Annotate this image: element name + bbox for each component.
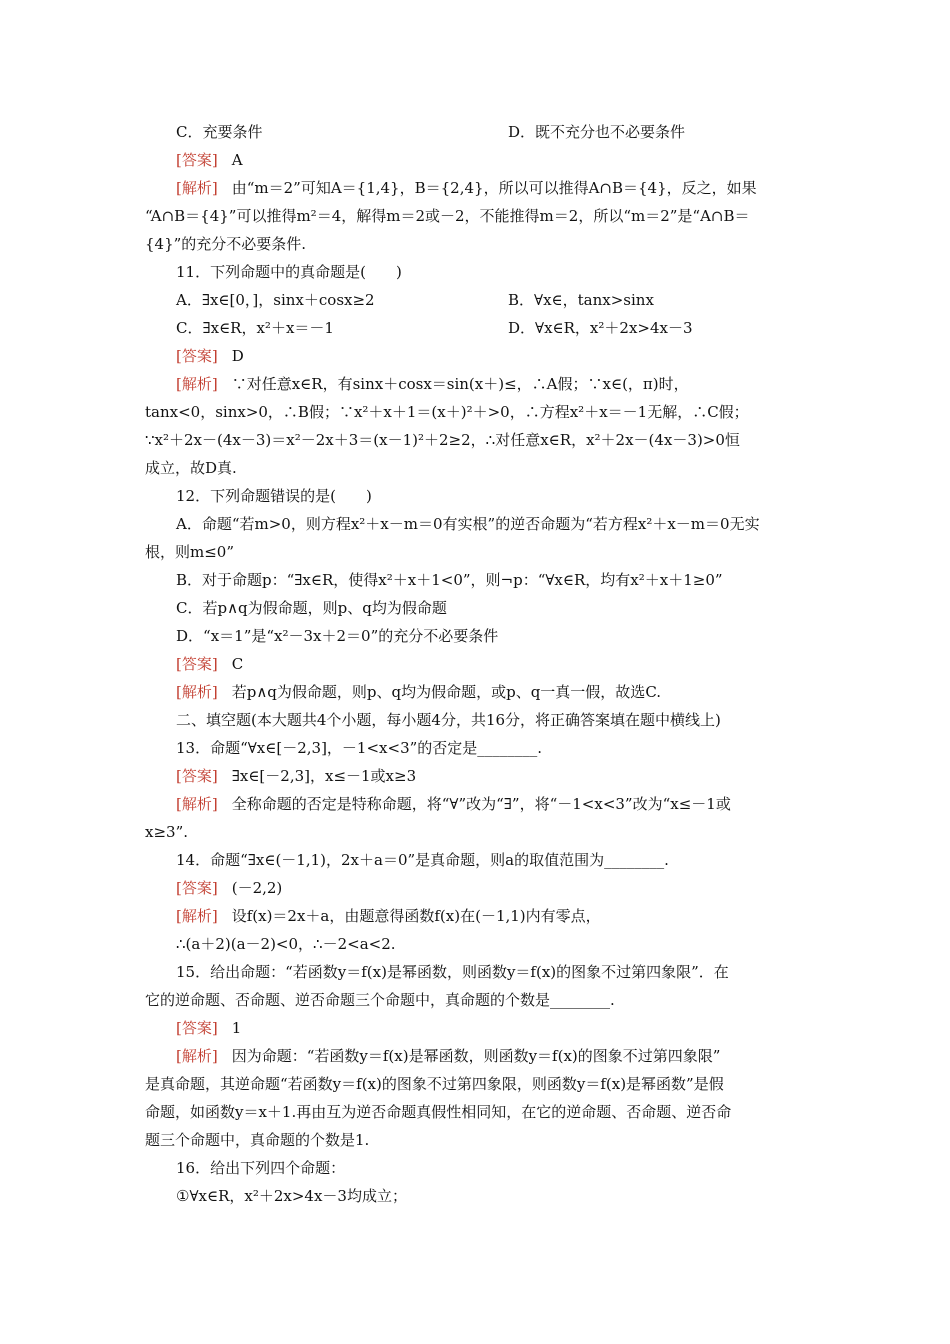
text-line (176, 1186, 836, 1206)
line-text: 16．给出下列四个命题： (176, 1159, 346, 1177)
text-line (176, 374, 836, 394)
line-text: ∵对任意x∈R，有sinx＋cosx＝sin(x＋)≤，∴A假；∵x∈(，π)时， (231, 375, 689, 393)
answer-tag: [解析] (176, 795, 218, 813)
answer-tag: [解析] (176, 179, 218, 197)
text-line (176, 318, 836, 338)
line-text: 15．给出命题：“若函数y＝f(x)是幂函数，则函数y＝f(x)的图象不过第四象限”．在 (176, 963, 729, 981)
line-text: 由“m＝2”可知A＝{1,4}，B＝{2,4}，所以可以推得A∩B＝{4}，反之，如果 (231, 179, 757, 197)
text-line (145, 990, 805, 1010)
line-text: C．∃x∈R，x²＋x＝－1 (176, 319, 334, 337)
text-line (176, 850, 836, 870)
text-line (176, 514, 836, 534)
text-line (176, 598, 836, 618)
line-text: 设f(x)＝2x＋a，由题意得函数f(x)在(－1,1)内有零点， (231, 907, 601, 925)
line-text: ∴(a＋2)(a－2)<0，∴－2<a<2. (176, 935, 396, 953)
text-line (176, 290, 836, 310)
line-text: tanx<0，sinx>0，∴B假；∵x²＋x＋1＝(x＋)²＋>0，∴方程x²＋x＝－1无解，∴C假； (145, 403, 749, 421)
answer-tag: [答案] (176, 879, 218, 897)
line-text: A．∃x∈[0，]，sinx＋cosx≥2 (176, 291, 375, 309)
line-text: ∵x²＋2x－(4x－3)＝x²－2x＋3＝(x－1)²＋2≥2，∴对任意x∈R，x²＋2x－(4x－3)>0恒 (145, 431, 740, 449)
text-line (145, 1130, 805, 1150)
answer-tag: [解析] (176, 1047, 218, 1065)
line-text: 命题，如函数y＝x＋1.再由互为逆否命题真假性相同知，在它的逆命题、否命题、逆否命 (145, 1103, 732, 1121)
text-line (145, 402, 805, 422)
text-line (145, 822, 805, 842)
line-text: 13．命题“∀x∈[－2,3]，－1<x<3”的否定是________. (176, 739, 543, 757)
text-line (176, 794, 836, 814)
text-line (176, 906, 836, 926)
line-text: “A∩B＝{4}”可以推得m²＝4，解得m＝2或－2，不能推得m＝2，所以“m＝2”是“A∩B＝ (145, 207, 750, 225)
text-line (176, 178, 836, 198)
line-text: C．若p∧q为假命题，则p、q均为假命题 (176, 599, 447, 617)
text-line (145, 458, 805, 478)
line-text: D (231, 347, 244, 365)
line-text: 14．命题“∃x∈(－1,1)，2x＋a＝0”是真命题，则a的取值范围为________. (176, 851, 669, 869)
line-text: (－2,2) (231, 879, 283, 897)
line-text: B．对于命题p：“∃x∈R，使得x²＋x＋1<0”，则¬p：“∀x∈R，均有x²＋x＋1≥0” (176, 571, 723, 589)
text-line (176, 150, 836, 170)
text-line (176, 122, 836, 142)
option-second-column: D．既不充分也不必要条件 (508, 123, 686, 141)
text-line (176, 682, 836, 702)
answer-tag: [解析] (176, 375, 218, 393)
text-line (145, 430, 805, 450)
line-text: ∃x∈[－2,3]，x≤－1或x≥3 (231, 767, 417, 785)
option-second-column: B．∀x∈，tanx>sinx (508, 291, 654, 309)
answer-tag: [答案] (176, 347, 218, 365)
line-text: 若p∧q为假命题，则p、q均为假命题，或p、q一真一假，故选C. (231, 683, 662, 701)
text-line (176, 346, 836, 366)
line-text: 因为命题：“若函数y＝f(x)是幂函数，则函数y＝f(x)的图象不过第四象限” (231, 1047, 721, 1065)
text-line (145, 1074, 805, 1094)
text-line (176, 934, 836, 954)
line-text: D．“x＝1”是“x²－3x＋2＝0”的充分不必要条件 (176, 627, 499, 645)
text-line (176, 486, 836, 506)
answer-tag: [答案] (176, 151, 218, 169)
line-text: ①∀x∈R，x²＋2x>4x－3均成立； (176, 1187, 407, 1205)
text-line (176, 1018, 836, 1038)
line-text: 全称命题的否定是特称命题，将“∀”改为“∃”，将“－1<x<3”改为“x≤－1或 (231, 795, 731, 813)
line-text: {4}”的充分不必要条件. (145, 235, 307, 253)
text-line (176, 1046, 836, 1066)
answer-tag: [解析] (176, 683, 218, 701)
text-line (145, 234, 805, 254)
line-text: C (231, 655, 244, 673)
answer-tag: [解析] (176, 907, 218, 925)
answer-tag: [答案] (176, 767, 218, 785)
line-text: 二、填空题(本大题共4个小题，每小题4分，共16分，将正确答案填在题中横线上) (176, 711, 721, 729)
line-text: 12．下列命题错误的是( ) (176, 487, 372, 505)
line-text: 是真命题，其逆命题“若函数y＝f(x)的图象不过第四象限，则函数y＝f(x)是幂函数”是假 (145, 1075, 724, 1093)
text-line (176, 766, 836, 786)
text-line (145, 542, 805, 562)
option-second-column: D．∀x∈R，x²＋2x>4x－3 (508, 319, 693, 337)
text-line (176, 738, 836, 758)
text-line (176, 654, 836, 674)
line-text: 成立，故D真. (145, 459, 237, 477)
text-line (145, 1102, 805, 1122)
text-line (176, 626, 836, 646)
text-line (176, 1158, 836, 1178)
line-text: 根，则m≤0” (145, 543, 235, 561)
line-text: C．充要条件 (176, 123, 263, 141)
answer-tag: [答案] (176, 1019, 218, 1037)
text-line (176, 962, 836, 982)
line-text: x≥3”. (145, 823, 189, 841)
line-text: 11．下列命题中的真命题是( ) (176, 263, 402, 281)
line-text: 题三个命题中，真命题的个数是1. (145, 1131, 370, 1149)
text-line (176, 262, 836, 282)
line-text: A (231, 151, 243, 169)
text-line (145, 206, 805, 226)
answer-tag: [答案] (176, 655, 218, 673)
text-line (176, 710, 836, 730)
line-text: 1 (231, 1019, 242, 1037)
line-text: A．命题“若m>0，则方程x²＋x－m＝0有实根”的逆否命题为“若方程x²＋x－m＝0无实 (176, 515, 760, 533)
line-text: 它的逆命题、否命题、逆否命题三个命题中，真命题的个数是________. (145, 991, 615, 1009)
text-line (176, 878, 836, 898)
text-line (176, 570, 836, 590)
